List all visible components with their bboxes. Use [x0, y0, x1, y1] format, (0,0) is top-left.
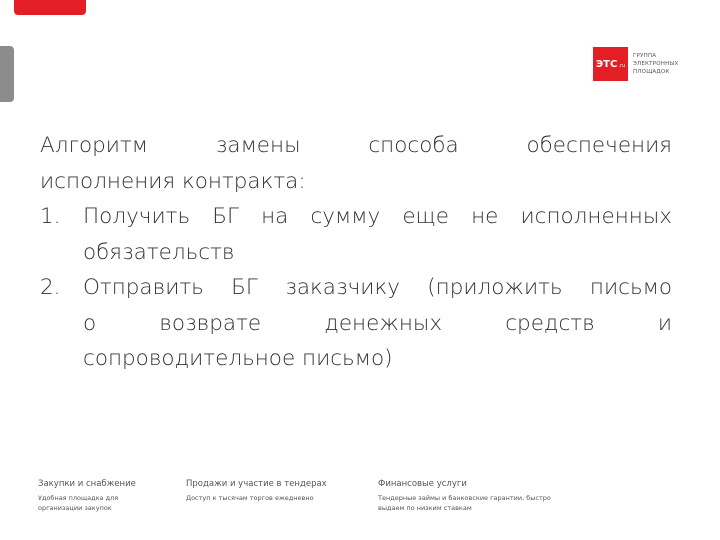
step-line: обязательств — [83, 239, 235, 265]
logo-caption-line: ЭЛЕКТРОННЫХ — [633, 61, 679, 67]
footer-title: Продажи и участие в тендерах — [186, 479, 327, 489]
step-number: 1. — [40, 204, 61, 229]
footer-column-sales — [186, 479, 356, 503]
side-accent-bar — [0, 46, 14, 102]
company-logo — [593, 47, 693, 81]
logo-caption — [633, 52, 678, 76]
top-accent-tab — [14, 0, 86, 15]
step-item — [40, 270, 672, 377]
logo-caption-line: ПЛОЩАДОК — [633, 69, 670, 75]
lead-line: Алгоритм замены способа обеспечения — [40, 133, 672, 158]
footer — [38, 479, 678, 519]
logo-mark — [593, 47, 628, 81]
footer-column-finance — [378, 479, 578, 513]
lead-paragraph — [40, 128, 672, 199]
footer-desc: Удобная площадка для организации закупок — [38, 494, 119, 512]
logo-text: ЭТС — [595, 58, 618, 70]
logo-caption-line: ГРУППА — [633, 53, 657, 59]
step-line: Получить БГ на сумму еще не исполненных — [83, 204, 672, 229]
lead-line: исполнения контракта: — [40, 168, 306, 194]
slide-body — [40, 128, 672, 377]
footer-desc: Тендерные займы и банковские гарантии, быстро выдаем по низким ставкам — [378, 494, 551, 512]
step-item — [40, 199, 672, 270]
step-number: 2. — [40, 275, 61, 300]
footer-title: Финансовые услуги — [378, 479, 467, 489]
footer-desc: Доступ к тысячам торгов ежедневно — [186, 494, 314, 502]
steps-list — [40, 199, 672, 377]
step-line: о возврате денежных средств и — [83, 310, 672, 336]
logo-suffix: .ru — [618, 62, 626, 69]
step-line: сопроводительное письмо) — [83, 346, 393, 371]
footer-title: Закупки и снабжение — [38, 479, 136, 489]
footer-column-procurement — [38, 479, 158, 513]
step-line: Отправить БГ заказчику (приложить письмо — [83, 275, 672, 300]
